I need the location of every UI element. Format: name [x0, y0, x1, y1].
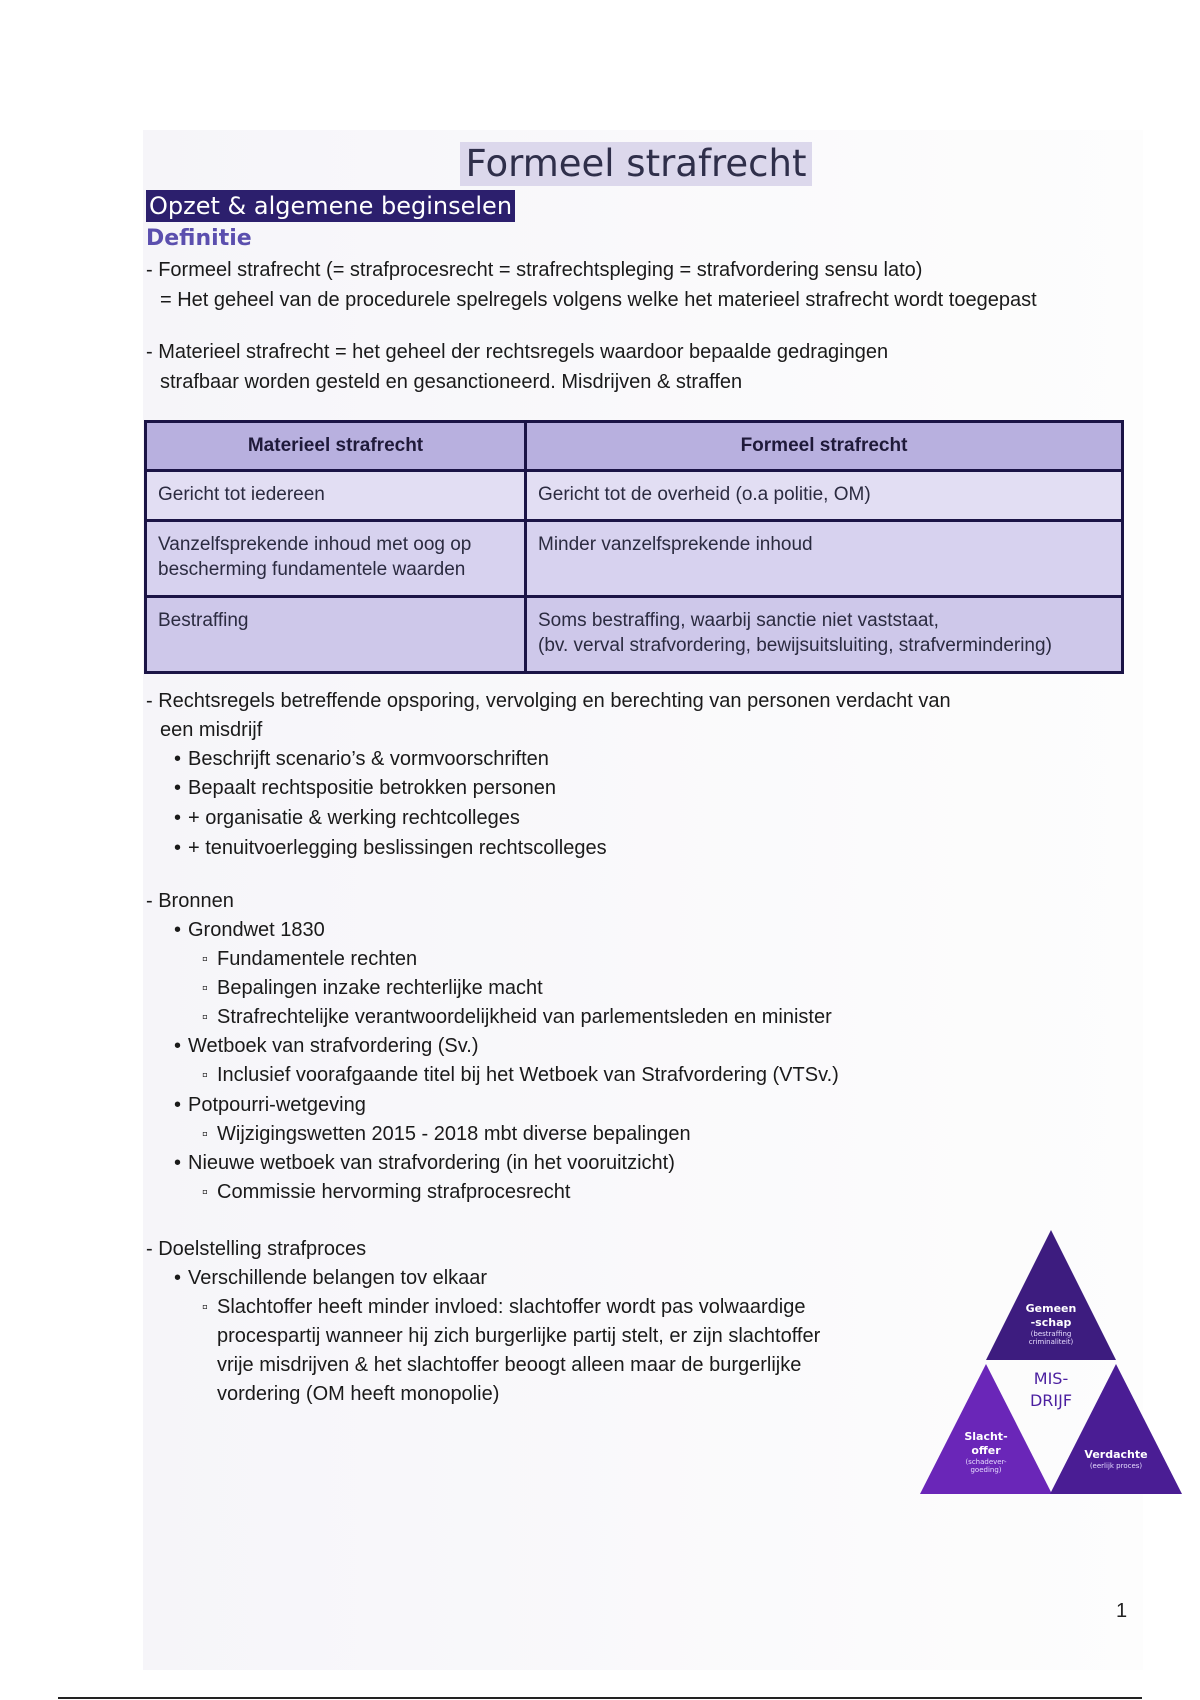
- table-cell-line: Soms bestraffing, waarbij sanctie niet vaststaat,: [538, 610, 939, 631]
- label-line: Gemeen: [1025, 1302, 1077, 1315]
- page-number: 1: [1116, 1600, 1128, 1622]
- list-item: • Bepaalt rechtspositie betrokken personen: [188, 774, 556, 803]
- definition-line: strafbaar worden gesteld en gesanctioneerd. Misdrijven & straffen: [160, 371, 743, 393]
- title-wrap: [0, 142, 1200, 186]
- table-cell-line: (bv. verval strafvordering, bewijsuitsluiting, strafvermindering): [538, 635, 1052, 656]
- list-item: • Beschrijft scenario’s & vormvoorschriften: [188, 745, 549, 774]
- sub-list-item-continuation: vordering (OM heeft monopolie): [217, 1383, 500, 1405]
- center-label: [1016, 1368, 1086, 1412]
- sub-list-item-continuation: vrije misdrijven & het slachtoffer beoogt alleen maar de burgerlijke: [217, 1354, 802, 1376]
- label-line: DRIJF: [1029, 1391, 1073, 1410]
- table-cell: Minder vanzelfsprekende inhoud: [526, 521, 1123, 597]
- definition-line: = Het geheel van de procedurele spelregels volgens welke het materieel strafrecht wordt toegepast: [160, 289, 1037, 311]
- table-header-cell: Materieel strafrecht: [146, 422, 526, 471]
- label-line: MIS-: [1033, 1369, 1069, 1388]
- list-item: • Verschillende belangen tov elkaar: [188, 1264, 487, 1293]
- sub-list-item-continuation: procespartij wanneer hij zich burgerlijke partij stelt, er zijn slachtoffer: [217, 1325, 821, 1347]
- table-cell: Gericht tot de overheid (o.a politie, OM): [526, 471, 1123, 521]
- list-item: • + organisatie & werking rechtcolleges: [188, 804, 520, 833]
- label-note: (eerlijk proces): [1089, 1462, 1143, 1470]
- sub-list-item: ▫ Slachtoffer heeft minder invloed: slachtoffer wordt pas volwaardige: [217, 1293, 805, 1322]
- rules-intro: - Rechtsregels betreffende opsporing, vervolging en berechting van personen verdacht van: [146, 690, 951, 712]
- label-line: -schap: [1030, 1316, 1072, 1329]
- misdrijf-triangle-diagram: [920, 1230, 1182, 1494]
- list-item: • Potpourri-wetgeving: [188, 1091, 366, 1120]
- goal-heading: - Doelstelling strafproces: [146, 1238, 367, 1260]
- list-item: • Nieuwe wetboek van strafvordering (in het vooruitzicht): [188, 1149, 675, 1178]
- table-cell-line: bescherming fundamentele waarden: [158, 559, 466, 580]
- definition-line: - Materieel strafrecht = het geheel der rechtsregels waardoor bepaalde gedragingen: [146, 341, 889, 363]
- table-cell-line: Vanzelfsprekende inhoud met oog op: [158, 534, 472, 555]
- sub-list-item: ▫ Fundamentele rechten: [217, 945, 417, 974]
- footer-rule: [58, 1697, 1142, 1699]
- rules-intro: een misdrijf: [160, 719, 263, 741]
- definition-line: - Formeel strafrecht (= strafprocesrecht = strafrechtspleging = strafvordering sensu lato): [146, 259, 923, 281]
- list-item: • + tenuitvoerlegging beslissingen rechtscolleges: [188, 834, 607, 863]
- label-line: Verdachte: [1084, 1448, 1148, 1461]
- sub-list-item: ▫ Bepalingen inzake rechterlijke macht: [217, 974, 543, 1003]
- table-row: [146, 521, 1123, 597]
- triangle-left-label: [950, 1430, 1022, 1474]
- list-item: • Grondwet 1830: [188, 916, 325, 945]
- label-note: (bestraffing criminaliteit): [1028, 1330, 1074, 1346]
- label-note: (schadever-goeding): [965, 1458, 1007, 1474]
- table-cell: Bestraffing: [146, 597, 526, 673]
- triangle-top-label: [1016, 1302, 1086, 1346]
- section-heading: Opzet & algemene beginselen: [146, 190, 515, 222]
- table-cell: [146, 521, 526, 597]
- sub-list-item: ▫ Strafrechtelijke verantwoordelijkheid van parlementsleden en minister: [217, 1003, 832, 1032]
- list-item: • Wetboek van strafvordering (Sv.): [188, 1032, 479, 1061]
- label-line: Slacht-: [964, 1430, 1008, 1443]
- definition-heading: Definitie: [146, 226, 252, 251]
- table-row: [146, 471, 1123, 521]
- comparison-table: [144, 420, 1124, 674]
- table-cell: [526, 597, 1123, 673]
- table-header-row: [146, 422, 1123, 471]
- sources-heading: - Bronnen: [146, 890, 234, 912]
- table-cell: Gericht tot iedereen: [146, 471, 526, 521]
- table-header-cell: Formeel strafrecht: [526, 422, 1123, 471]
- triangle-right-label: [1076, 1448, 1156, 1470]
- page-title: Formeel strafrecht: [460, 142, 813, 186]
- table-row: [146, 597, 1123, 673]
- label-line: offer: [971, 1444, 1001, 1457]
- sub-list-item: ▫ Commissie hervorming strafprocesrecht: [217, 1178, 570, 1207]
- sub-list-item: ▫ Wijzigingswetten 2015 - 2018 mbt diverse bepalingen: [217, 1120, 691, 1149]
- sub-list-item: ▫ Inclusief voorafgaande titel bij het Wetboek van Strafvordering (VTSv.): [217, 1061, 839, 1090]
